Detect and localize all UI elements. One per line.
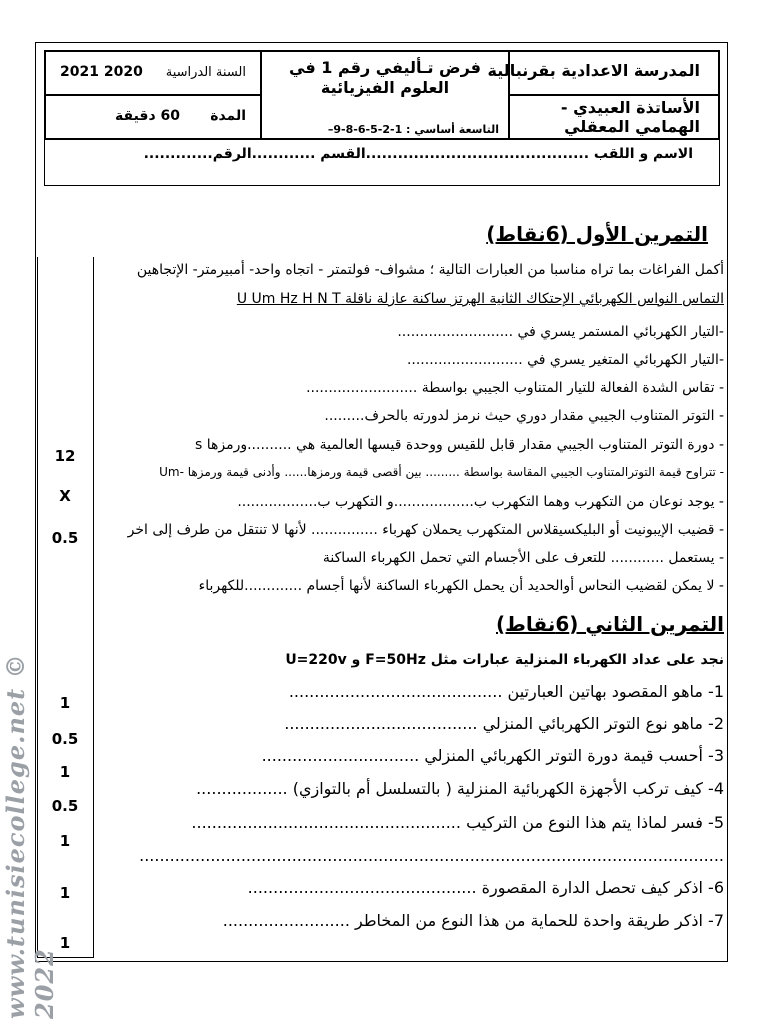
score-multiplier: X [59,487,71,505]
year-cell [45,51,261,95]
ex1-line-5: - دورة التوتر المتناوب الجيبي مقدار قابل للقيس ووحدة قيسها العالمية هي ..........ورمزها s [194,437,724,453]
ex1-line-6: - تتراوح قيمة التوترالمتناوب الجيبي المقاسة بواسطة ......... بين أقصى قيمة ورمزها...... وأدنى قيمة ورمزها -Um [159,465,724,479]
score-q5: 1 [59,832,71,850]
ex1-line-4: - التوتر المتناوب الجيبي مقدار دوري حيث نرمز لدورته بالحرف......... [324,408,724,424]
score-q1: 1 [59,694,71,712]
ex2-q3: 3- أحسب قيمة دورة التوتر الكهربائي المنزلي ............................... [261,746,724,765]
ex1-line-10: - لا يمكن لقضيب النحاس أوالحديد أن يحمل الكهرباء الساكنة لأنها أجسام .............للكهرباء [198,578,724,594]
exercise1-words: التماس النواس الكهربائي الإحتكاك الثانية الهرتز ساكنة عازلة ناقلة U Um Hz H N T [236,291,724,307]
watermark: www.tunisiecollege.net © 2022 [1,653,59,1019]
score-q7: 1 [59,934,71,952]
duration-cell [45,95,261,139]
ex1-line-9: - يستعمل ............ للتعرف على الأجسام التي تحمل الكهرباء الساكنة [322,550,724,566]
duration-value: 60 دقيقة [115,108,180,124]
exercise1-title: التمرين الأول (6نقاط) [486,222,708,246]
year-label: السنة الدراسية [165,65,246,80]
score-q6: 1 [59,884,71,902]
ex2-q1: 1- ماهو المقصود بهاتين العبارتين .......................................... [288,682,724,701]
teachers: الأساتذة العبيدي - الهمامي المعقلي [560,98,700,136]
ex2-q5-continuation: ................................................................................................................... [139,846,724,865]
ex2-q2: 2- ماهو نوع التوتر الكهربائي المنزلي ...................................... [284,714,724,733]
school-name: المدرسة الاعدادية بقرنبالية [487,61,700,80]
header-table [44,50,720,186]
exercise1-intro: أكمل الفراغات بما تراه مناسبا من العبارات التالية ؛ مشواف- فولتمتر - اتجاه واحد- أمبيرمتر- الإتجاهين [136,262,724,278]
exercise2-intro: نجد على عداد الكهرباء المنزلية عبارات مثل F=50Hz و U=220v [285,652,724,668]
year-value: 2021 2020 [60,64,143,80]
ex2-q4: 4- كيف تركب الأجهزة الكهربائية المنزلية ( بالتسلسل أم بالتوازي) .................. [196,779,724,798]
test-title: فرض تـأليفي رقم 1 في العلوم الفيزيائية [289,58,481,97]
teachers-cell [509,95,719,139]
ex1-line-8: - قضيب الإيبونيت أو البليكسيقلاس المتكهرب يحملان كهرباء ............... لأنها لا تنتقل من طرف إلى اخر [127,522,724,538]
ex1-line-3: - تقاس الشدة الفعالة للتيار المتناوب الجيبي بواسطة ......................... [306,380,724,396]
ex2-q5: 5- فسر لماذا يتم هذا النوع من التركيب ..................................................... [191,813,724,832]
score-q4: 0.5 [51,797,79,815]
name-row [45,139,719,185]
ex1-line-7: - يوجد نوعان من التكهرب وهما التكهرب ب..................و التكهرب ب.................. [237,494,724,510]
ex1-line-1: -التيار الكهربائي المستمر يسري في .......................... [397,324,724,340]
exercise2-title: التمرين الثاني (6نقاط) [496,612,724,636]
name-line[interactable]: الاسم و اللقب ..........................................القسم ............الرقم............. [143,146,693,162]
score-unit: 0.5 [51,529,79,547]
level-text: التاسعة أساسي : 1-2-5-6-8-9– [327,123,499,136]
score-total-ex1: 12 [54,447,76,465]
ex1-line-2: -التيار الكهربائي المتغير يسري في .......................... [406,352,724,368]
score-q3: 1 [59,763,71,781]
ex2-q6: 6- اذكر كيف تحصل الدارة المقصورة ............................................. [247,878,724,897]
school-cell [487,51,719,95]
duration-label: المدة [210,108,246,124]
score-q2: 0.5 [51,730,79,748]
ex2-q7: 7- اذكر طريقة واحدة للحماية من هذا النوع من المخاطر ......................... [222,911,724,930]
